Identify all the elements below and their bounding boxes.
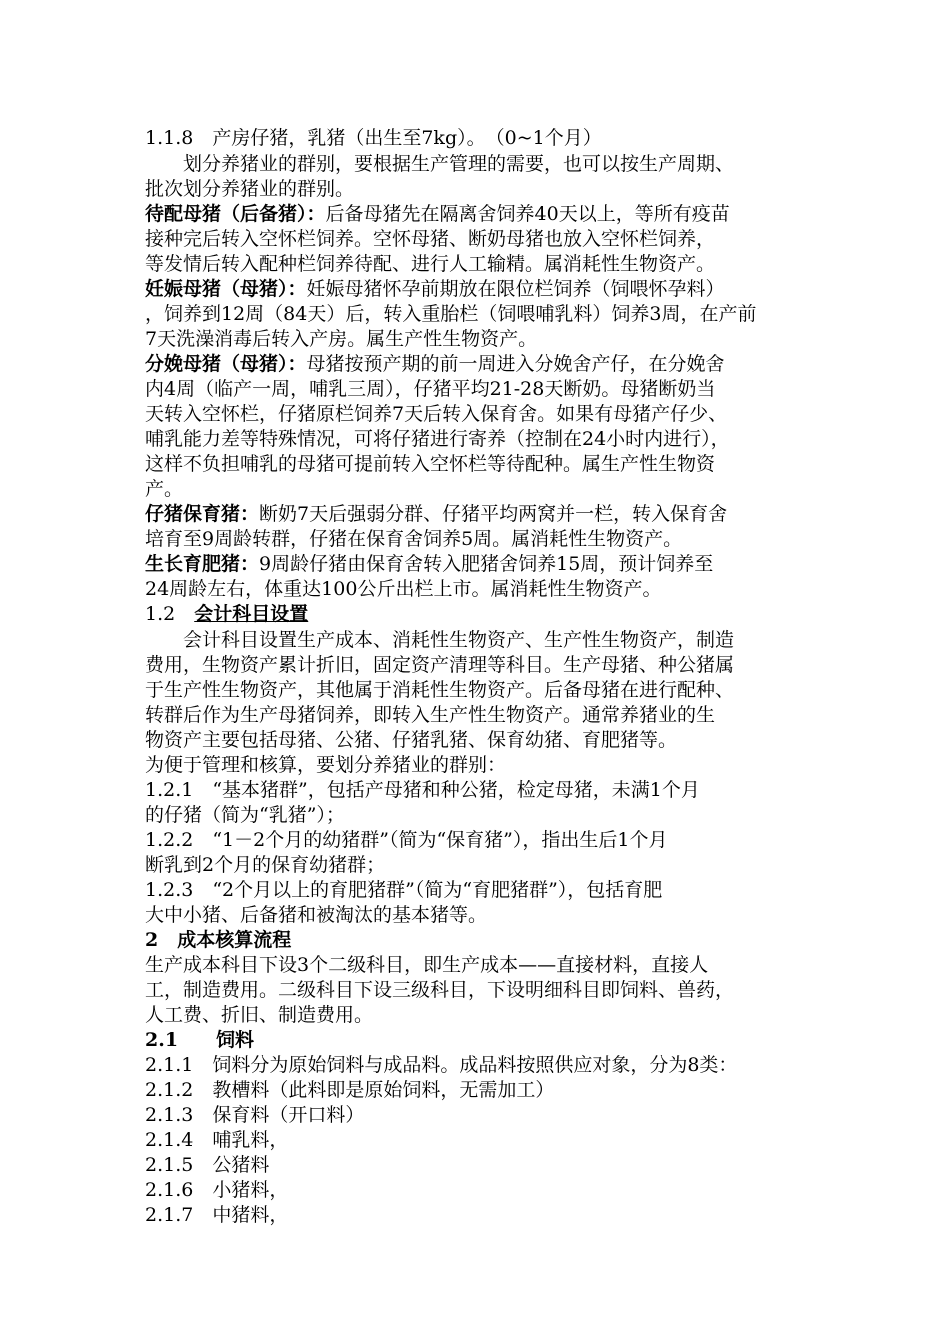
- text-line: 等发情后转入配种栏饲养待配、进行人工输精。属消耗性生物资产。: [145, 253, 716, 275]
- section-heading-line: [145, 602, 308, 626]
- text-line: ，饲养到12周（84天）后，转入重胎栏（饲喂哺乳料）饲养3周，在产前: [145, 303, 757, 325]
- text-line: 1.2.2 “1－2个月的幼猪群”（简为“保育猪”），指出生后1个月: [145, 829, 668, 851]
- text-line: 费用，生物资产累计折旧，固定资产清理等科目。生产母猪、种公猪属: [145, 654, 735, 676]
- text-line: 2.1.2 教槽料（此料即是原始饲料，无需加工）: [145, 1079, 555, 1101]
- section-heading: 妊娠母猪（母猪）：: [145, 278, 307, 300]
- text-span: 断奶7天后强弱分群、仔猪平均两窝并一栏，转入保育舍: [259, 503, 728, 525]
- paragraph-lead: [145, 277, 725, 301]
- section-heading: 生长育肥猪：: [145, 553, 260, 575]
- text-line: 培育至9周龄转群，仔猪在保育舍饲养5周。属消耗性生物资产。: [145, 528, 683, 550]
- text-line: 2.1.7 中猪料，: [145, 1204, 289, 1226]
- paragraph-lead: [145, 202, 730, 226]
- text-line: 的仔猪（简为“乳猪”）；: [145, 804, 345, 826]
- section-heading: 2.1 饲料: [145, 1029, 255, 1051]
- section-heading: 待配母猪（后备猪）：: [145, 203, 326, 225]
- text-line: 产。: [145, 478, 184, 500]
- text-line: 这样不负担哺乳的母猪可提前转入空怀栏等待配种。属生产性生物资: [145, 453, 716, 475]
- text-line: 24周龄左右，体重达100公斤出栏上市。属消耗性生物资产。: [145, 578, 662, 600]
- text-line: 生产成本科目下设3个二级科目，即生产成本——直接材料，直接人: [145, 954, 709, 976]
- text-line: 2.1.6 小猪料，: [145, 1179, 289, 1201]
- text-line: 接种完后转入空怀栏饲养。空怀母猪、断奶母猪也放入空怀栏饲养，: [145, 228, 716, 250]
- text-span: 后备母猪先在隔离舍饲养40天以上，等所有疫苗: [325, 203, 730, 225]
- text-line: 7天洗澡消毒后转入产房。属生产性生物资产。: [145, 328, 538, 350]
- paragraph-lead: [145, 552, 713, 576]
- text-line: 2.1.4 哺乳料，: [145, 1129, 289, 1151]
- text-line: 1.2.3 “2个月以上的育肥猪群”（简为“育肥猪群”），包括育肥: [145, 879, 663, 901]
- text-line: 1.1.8 产房仔猪，乳猪（出生至7kg）。 （0~1个月）: [145, 127, 602, 149]
- text-line: 1.2.1 “基本猪群”，包括产母猪和种公猪，检定母猪，未满1个月: [145, 779, 700, 801]
- section-heading: 2 成本核算流程: [145, 929, 292, 951]
- section-number: 1.2: [145, 603, 195, 625]
- text-line: 物资产主要包括母猪、公猪、仔猪乳猪、保育幼猪、育肥猪等。: [145, 729, 678, 751]
- text-line: 断乳到2个月的保育幼猪群；: [145, 854, 386, 876]
- text-span: 9周龄仔猪由保育舍转入肥猪舍饲养15周，预计饲养至: [259, 553, 714, 575]
- text-line: 哺乳能力差等特殊情况，可将仔猪进行寄养（控制在24小时内进行），: [145, 428, 730, 450]
- text-span: 母猪按预产期的前一周进入分娩舍产仔，在分娩舍: [306, 353, 725, 375]
- text-line: 划分养猪业的群别，要根据生产管理的需要，也可以按生产周期、: [145, 153, 735, 175]
- paragraph-lead: [145, 502, 727, 526]
- text-line: 天转入空怀栏，仔猪原栏饲养7天后转入保育舍。如果有母猪产仔少、: [145, 403, 728, 425]
- text-line: 大中小猪、后备猪和被淘汰的基本猪等。: [145, 904, 488, 926]
- text-line: 2.1.1 饲料分为原始饲料与成品料。成品料按照供应对象，分为8类：: [145, 1054, 738, 1076]
- text-line: 2.1.3 保育料（开口料）: [145, 1104, 365, 1126]
- text-span: 妊娠母猪怀孕前期放在限位栏饲养（饲喂怀孕料）: [306, 278, 725, 300]
- text-line: 于生产性生物资产，其他属于消耗性生物资产。后备母猪在进行配种、: [145, 679, 735, 701]
- paragraph-lead: [145, 352, 725, 376]
- section-heading: 仔猪保育猪：: [145, 503, 260, 525]
- text-line: 为便于管理和核算，要划分养猪业的群别：: [145, 754, 507, 776]
- text-line: 批次划分养猪业的群别。: [145, 178, 355, 200]
- section-heading: 分娩母猪（母猪）：: [145, 353, 307, 375]
- text-line: 会计科目设置生产成本、消耗性生物资产、生产性生物资产，制造: [145, 629, 735, 651]
- text-line: 工，制造费用。二级科目下设三级科目，下设明细科目即饲料、兽药，: [145, 979, 735, 1001]
- text-line: 人工费、折旧、制造费用。: [145, 1004, 374, 1026]
- text-line: 2.1.5 公猪料: [145, 1154, 270, 1176]
- text-line: 转群后作为生产母猪饲养，即转入生产性生物资产。通常养猪业的生: [145, 704, 716, 726]
- text-line: 内4周（临产一周，哺乳三周），仔猪平均21-28天断奶。母猪断奶当: [145, 378, 716, 400]
- section-title: 会计科目设置: [194, 603, 309, 625]
